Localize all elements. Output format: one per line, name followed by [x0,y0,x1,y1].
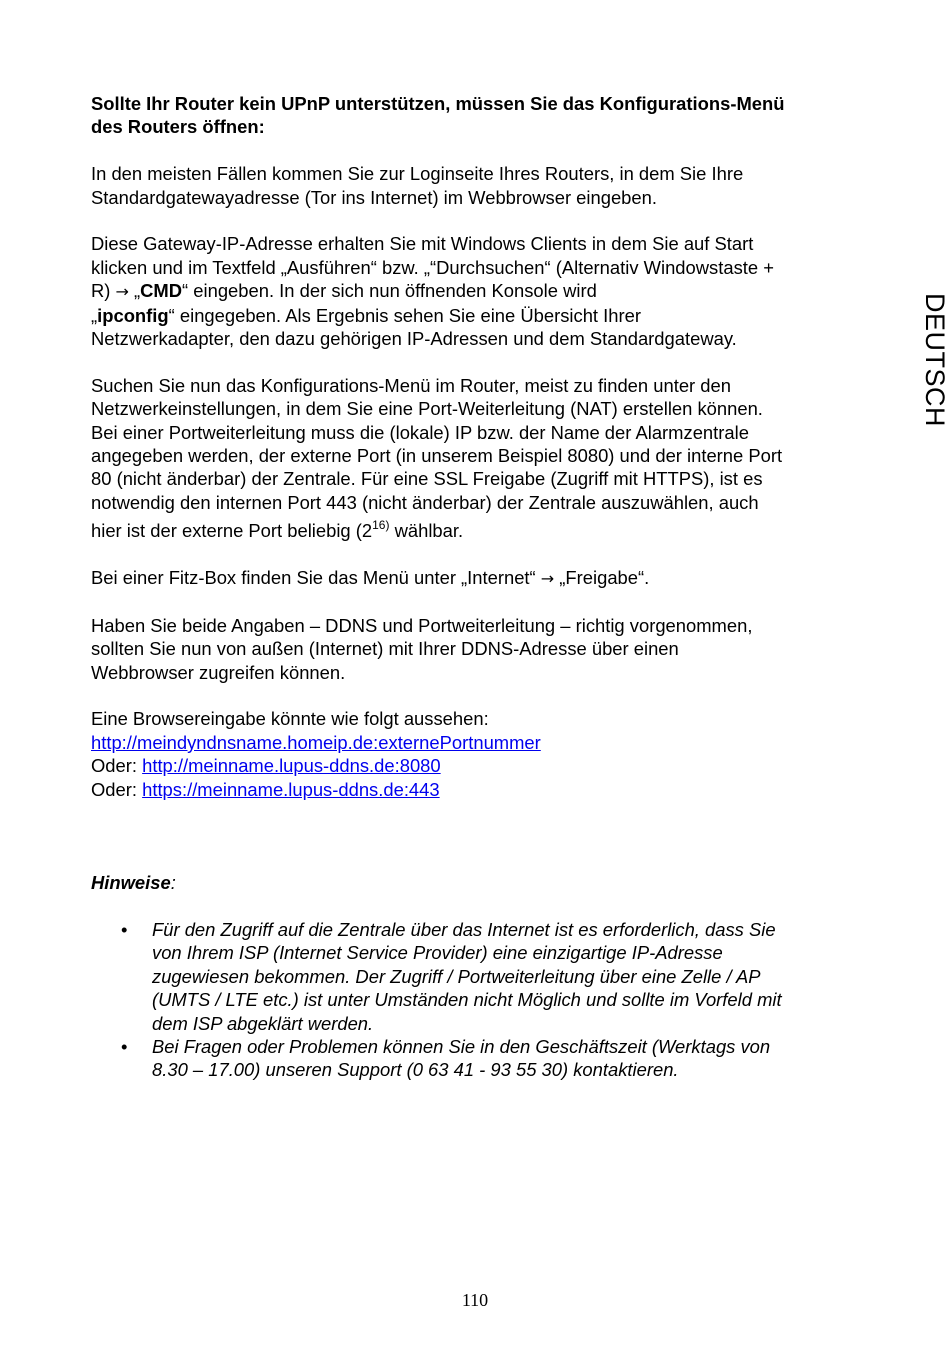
bullet-icon: • [121,918,128,940]
text-run: Bei einer Fitz-Box finden Sie das Menü unter „Internet“ [91,567,541,589]
paragraph-line: sollten Sie nun von außen (Internet) mit Ihrer DDNS-Adresse über einen [91,638,679,660]
paragraph-line: angegeben werden, der externe Port (in unserem Beispiel 8080) und der interne Port [91,445,783,467]
paragraph-line: notwendig den internen Port 443 (nicht änderbar) der Zentrale auszuwählen, auch [91,491,759,513]
paragraph-line [91,519,871,542]
notes-title: Hinweise [91,872,171,894]
paragraph-line: Haben Sie beide Angaben – DDNS und Portweiterleitung – richtig vorgenommen, [91,614,753,636]
arrow-right-icon: → [115,282,129,302]
paragraph-line [91,566,871,590]
notes-colon: : [170,872,176,894]
section-heading-line: des Routers öffnen: [91,116,265,138]
text-run: „ [91,304,98,326]
text-run: hier ist der externe Port beliebig (2 [91,520,373,542]
bullet-icon: • [121,1035,128,1057]
notes-heading [91,871,871,894]
list-item [91,918,871,1035]
url-link[interactable]: http://meinname.lupus-ddns.de:8080 [142,755,441,777]
paragraph-line: Netzwerkadapter, den dazu gehörigen IP-Adressen und dem Standardgateway. [91,328,737,350]
paragraph-line: Standardgatewayadresse (Tor ins Internet) im Webbrowser eingeben. [91,186,657,208]
paragraph-line: 80 (nicht änderbar) der Zentrale. Für eine SSL Freigabe (Zugriff mit HTTPS), ist es [91,468,763,490]
ipconfig-command: ipconfig [97,304,169,326]
oder-label: Oder: [91,778,143,800]
text-run: „Freigabe“. [554,567,650,589]
paragraph-line [91,304,871,327]
text-run: wählbar. [389,520,464,542]
paragraph-line [91,778,871,801]
note-line: zugewiesen bekommen. Der Zugriff / Portweiterleitung über eine Zelle / AP [152,965,761,987]
exponent: 16) [372,518,390,533]
oder-label: Oder: [91,755,143,777]
note-line: 8.30 – 17.00) unseren Support (0 63 41 - 93 55 30) kontaktieren. [152,1059,679,1081]
paragraph-line: Netzwerkeinstellungen, in dem Sie eine Port-Weiterleitung (NAT) erstellen können. [91,398,763,420]
text-run: „ [128,280,141,302]
paragraph-line: Diese Gateway-IP-Adresse erhalten Sie mit Windows Clients in dem Sie auf Start [91,233,754,255]
text-run: “ eingeben. In der sich nun öffnenden Konsole wird [182,280,597,302]
paragraph-line: Bei einer Portweiterleitung muss die (lokale) IP bzw. der Name der Alarmzentrale [91,421,749,443]
list-item [91,1035,871,1082]
notes-list [91,918,871,1082]
text-run: “ eingegeben. Als Ergebnis sehen Sie eine Übersicht Ihrer [168,304,641,326]
url-link[interactable]: http://meindyndnsname.homeip.de:externePortnummer [91,731,541,753]
paragraph-line: Eine Browsereingabe könnte wie folgt aussehen: [91,708,489,730]
arrow-right-icon: → [540,569,555,589]
paragraph-line: Webbrowser zugreifen können. [91,661,346,683]
note-line: dem ISP abgeklärt werden. [152,1012,374,1034]
cmd-command: CMD [140,280,183,302]
page-content [91,92,871,1082]
note-line: Für den Zugriff auf die Zentrale über das Internet ist es erforderlich, dass Sie [152,918,776,940]
paragraph-line: klicken und im Textfeld „Ausführen“ bzw. „“Durchsuchen“ (Alternativ Windowstaste + [91,256,774,278]
url-link[interactable]: https://meinname.lupus-ddns.de:443 [142,778,440,800]
text-run: R) [91,280,116,302]
paragraph-line [91,731,871,754]
page-number: 110 [461,1290,489,1310]
note-line: (UMTS / LTE etc.) ist unter Umständen nicht Möglich und sollte im Vorfeld mit [152,989,782,1011]
section-heading-line: Sollte Ihr Router kein UPnP unterstützen, müssen Sie das Konfigurations-Menü [91,93,785,114]
paragraph-line [91,279,871,303]
note-line: von Ihrem ISP (Internet Service Provider) eine einzigartige IP-Adresse [152,942,723,964]
note-line: Bei Fragen oder Problemen können Sie in den Geschäftszeit (Werktags von [152,1035,771,1057]
paragraph-line: In den meisten Fällen kommen Sie zur Loginseite Ihres Routers, in dem Sie Ihre [91,163,744,185]
paragraph-line [91,754,871,777]
language-side-label: DEUTSCH [920,293,950,428]
paragraph-line: Suchen Sie nun das Konfigurations-Menü im Router, meist zu finden unter den [91,374,731,396]
